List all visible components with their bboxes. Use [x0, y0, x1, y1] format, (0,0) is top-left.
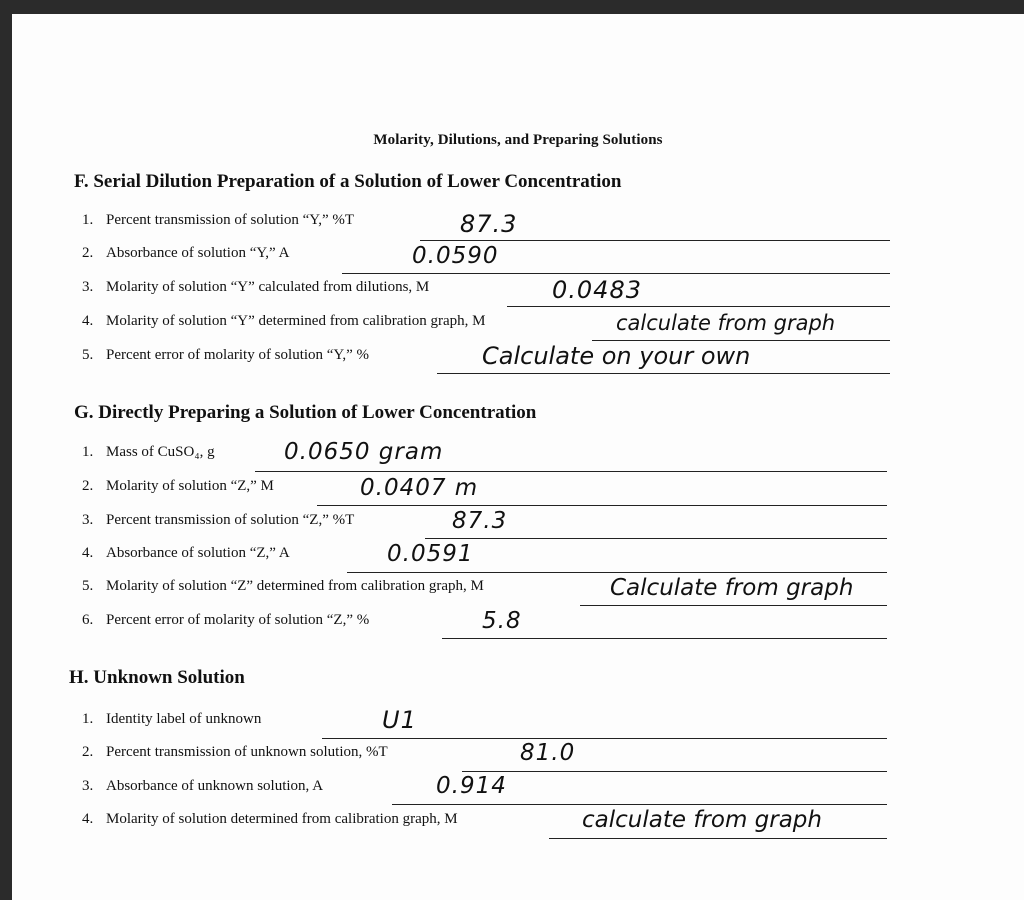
answer-g4: 0.0591 [387, 541, 474, 567]
question-number: 2. [82, 245, 94, 261]
worksheet-page [12, 14, 1024, 900]
answer-line [322, 738, 887, 739]
question-number: 1. [82, 444, 94, 460]
question-g2 [82, 478, 274, 504]
question-label: Absorbance of unknown solution, A [106, 778, 324, 794]
answer-line [462, 771, 887, 772]
answer-line [442, 638, 887, 639]
question-number: 5. [82, 578, 94, 594]
section-h-heading: H. Unknown Solution [69, 667, 245, 688]
answer-h1: U1 [382, 706, 417, 734]
answer-h4: calculate from graph [582, 807, 822, 833]
question-h3 [82, 778, 323, 804]
answer-line [425, 538, 887, 539]
question-number: 4. [82, 545, 94, 561]
question-label: Absorbance of solution “Z,” A [106, 545, 290, 561]
answer-line [549, 838, 887, 839]
question-label: Identity label of unknown [106, 711, 262, 727]
answer-f3: 0.0483 [552, 276, 642, 304]
question-label: Percent transmission of solution “Y,” %T [106, 212, 355, 228]
question-number: 4. [82, 811, 94, 827]
question-h4 [82, 811, 458, 837]
answer-f5: Calculate on your own [482, 342, 751, 370]
answer-line [342, 273, 890, 274]
question-g1 [82, 444, 215, 470]
answer-line [437, 373, 890, 374]
question-f3 [82, 279, 429, 305]
question-label: Absorbance of solution “Y,” A [106, 245, 290, 261]
question-label: Molarity of solution “Z” determined from calibration graph, M [106, 578, 484, 594]
question-label: Percent error of molarity of solution “Z,” % [106, 612, 370, 628]
section-f-heading: F. Serial Dilution Preparation of a Solution of Lower Concentration [74, 171, 622, 192]
question-g6 [82, 612, 369, 638]
question-number: 6. [82, 612, 94, 628]
question-number: 4. [82, 313, 94, 329]
question-f2 [82, 245, 289, 271]
answer-g1: 0.0650 gram [284, 439, 444, 465]
answer-g6: 5.8 [482, 608, 522, 634]
question-number: 5. [82, 347, 94, 363]
question-label: Molarity of solution determined from calibration graph, M [106, 811, 458, 827]
question-label: Molarity of solution “Y” calculated from dilutions, M [106, 279, 430, 295]
question-number: 2. [82, 478, 94, 494]
section-g-heading: G. Directly Preparing a Solution of Lower Concentration [74, 402, 537, 423]
answer-h2: 81.0 [520, 740, 576, 766]
question-number: 3. [82, 512, 94, 528]
question-label: Percent transmission of solution “Z,” %T [106, 512, 355, 528]
answer-line [347, 572, 887, 573]
question-g3 [82, 512, 354, 538]
question-number: 3. [82, 279, 94, 295]
question-label: Mass of CuSO₄, g [106, 444, 215, 460]
answer-line [317, 505, 887, 506]
question-number: 1. [82, 212, 94, 228]
question-g5 [82, 578, 484, 604]
question-h1 [82, 711, 261, 737]
question-number: 1. [82, 711, 94, 727]
question-f4 [82, 313, 485, 339]
answer-line [420, 240, 890, 241]
answer-line [255, 471, 887, 472]
question-label: Percent error of molarity of solution “Y,” % [106, 347, 369, 363]
question-number: 3. [82, 778, 94, 794]
answer-f2: 0.0590 [412, 243, 499, 269]
answer-g5: Calculate from graph [610, 575, 854, 601]
question-number: 2. [82, 744, 94, 760]
question-label: Molarity of solution “Y” determined from calibration graph, M [106, 313, 486, 329]
answer-line [507, 306, 890, 307]
question-g4 [82, 545, 290, 571]
answer-f1: 87.3 [460, 210, 518, 238]
answer-g3: 87.3 [452, 508, 508, 534]
answer-h3: 0.914 [436, 773, 507, 799]
question-f5 [82, 347, 369, 373]
question-label: Percent transmission of unknown solution, %T [106, 744, 388, 760]
answer-g2: 0.0407 m [360, 475, 479, 501]
question-label: Molarity of solution “Z,” M [106, 478, 274, 494]
answer-line [392, 804, 887, 805]
question-h2 [82, 744, 388, 770]
answer-f4: calculate from graph [616, 311, 836, 335]
question-f1 [82, 212, 354, 238]
answer-line [580, 605, 887, 606]
document-title: Molarity, Dilutions, and Preparing Solutions [373, 132, 663, 148]
answer-line [592, 340, 890, 341]
